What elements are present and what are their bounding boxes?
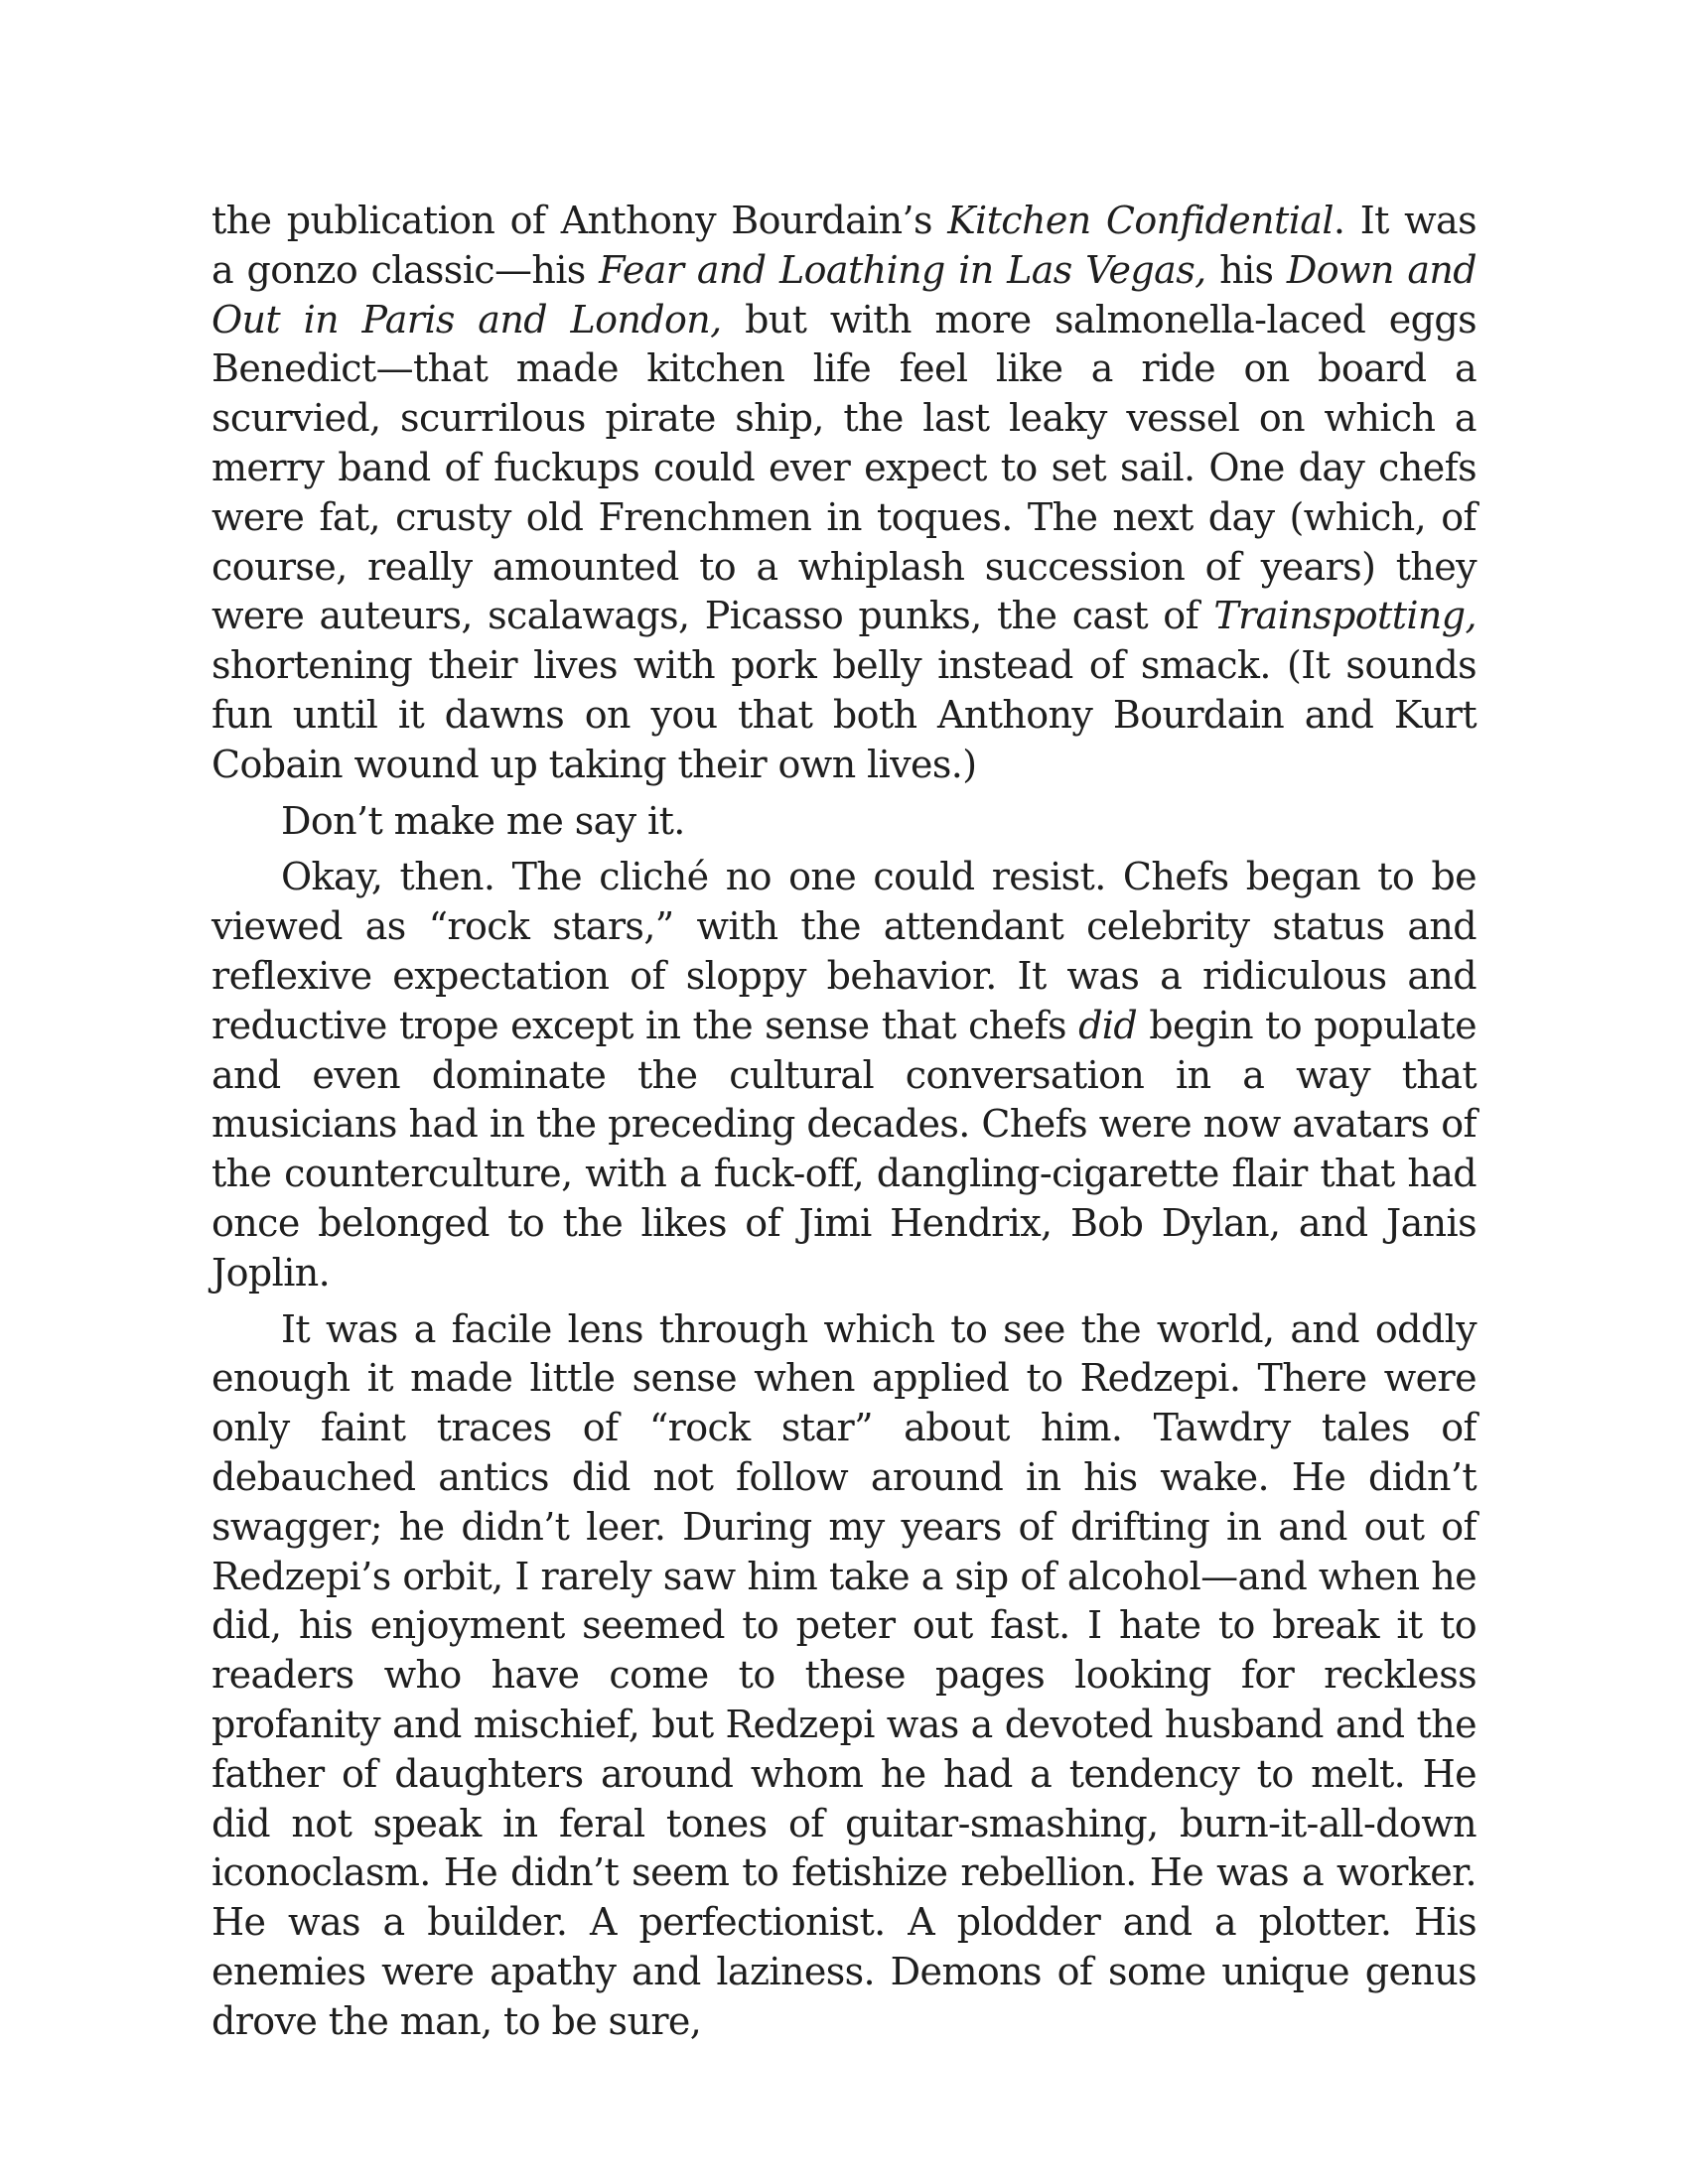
film-title-italic: Trainspotting, [1213, 594, 1477, 638]
text-run: Okay, then. The cliché no one could resist. Chefs began to be viewed as “rock stars,” with the attendant celebrity status and reflexive expectation of sloppy behavior. It was a ridiculous and reductive trope except in the sense that chefs [211, 855, 1477, 1047]
text-run: shortening their lives with pork belly instead of smack. (It sounds fun until it dawns on you that both Anthony Bourdain and Kurt Cobain wound up taking their own lives.) [211, 643, 1477, 786]
paragraph-4 [211, 1305, 1477, 2047]
book-title-italic: Fear and Loathing in Las Vegas, [599, 247, 1206, 292]
text-run: It was a facile lens through which to see the world, and oddly enough it made little sense when applied to Redzepi. There were only faint traces of “rock star” about him. Tawdry tales of debauched antics did not follow around in his wake. He didn’t swagger; he didn’t leer. During my years of drifting in and out of Redzepi’s orbit, I rarely saw him take a sip of alcohol—and when he did, his enjoyment seemed to peter out fast. I hate to break it to readers who have come to these pages looking for reckless profanity and mischief, but Redzepi was a devoted husband and the father of daughters around whom he had a tendency to melt. He did not speak in feral tones of guitar-smashing, burn-it-all-down iconoclasm. He didn’t seem to fetishize rebellion. He was a worker. He was a builder. A perfectionist. A plodder and a plotter. His enemies were apathy and laziness. Demons of some unique genus drove the man, to be sure, [211, 1306, 1477, 2043]
book-title-italic: Kitchen Confidential [947, 199, 1334, 242]
text-run: the publication of Anthony Bourdain’s [211, 199, 948, 242]
book-page-body [211, 197, 1477, 2046]
paragraph-1 [211, 197, 1477, 790]
text-run: but with more salmonella-laced eggs Benedict—that made kitchen life feel like a ride on board a scurvied, scurrilous pirate ship, the last leaky vessel on which a merry band of fuckups could ever expect to set sail. One day chefs were fat, crusty old Frenchmen in toques. The next day (which, of course, really amounted to a whiplash succession of years) they were auteurs, scalawags, Picasso punks, the cast of [211, 297, 1477, 638]
paragraph-2 [211, 797, 1477, 847]
text-run: begin to populate and even dominate the cultural conversation in a way that musicians had in the preceding decades. Chefs were now avatars of the counterculture, with a fuck-off, dangling-cigarette flair that had once belonged to the likes of Jimi Hendrix, Bob Dylan, and Janis Joplin. [211, 1003, 1477, 1295]
text-run: his [1205, 247, 1287, 292]
emphasis-italic: did [1078, 1003, 1138, 1047]
paragraph-3 [211, 853, 1477, 1297]
book-title-italic: Down and Out in Paris and London, [211, 247, 1477, 341]
text-run: Don’t make me say it. [281, 798, 685, 843]
text-run: . It was a gonzo classic—his [211, 199, 1477, 292]
